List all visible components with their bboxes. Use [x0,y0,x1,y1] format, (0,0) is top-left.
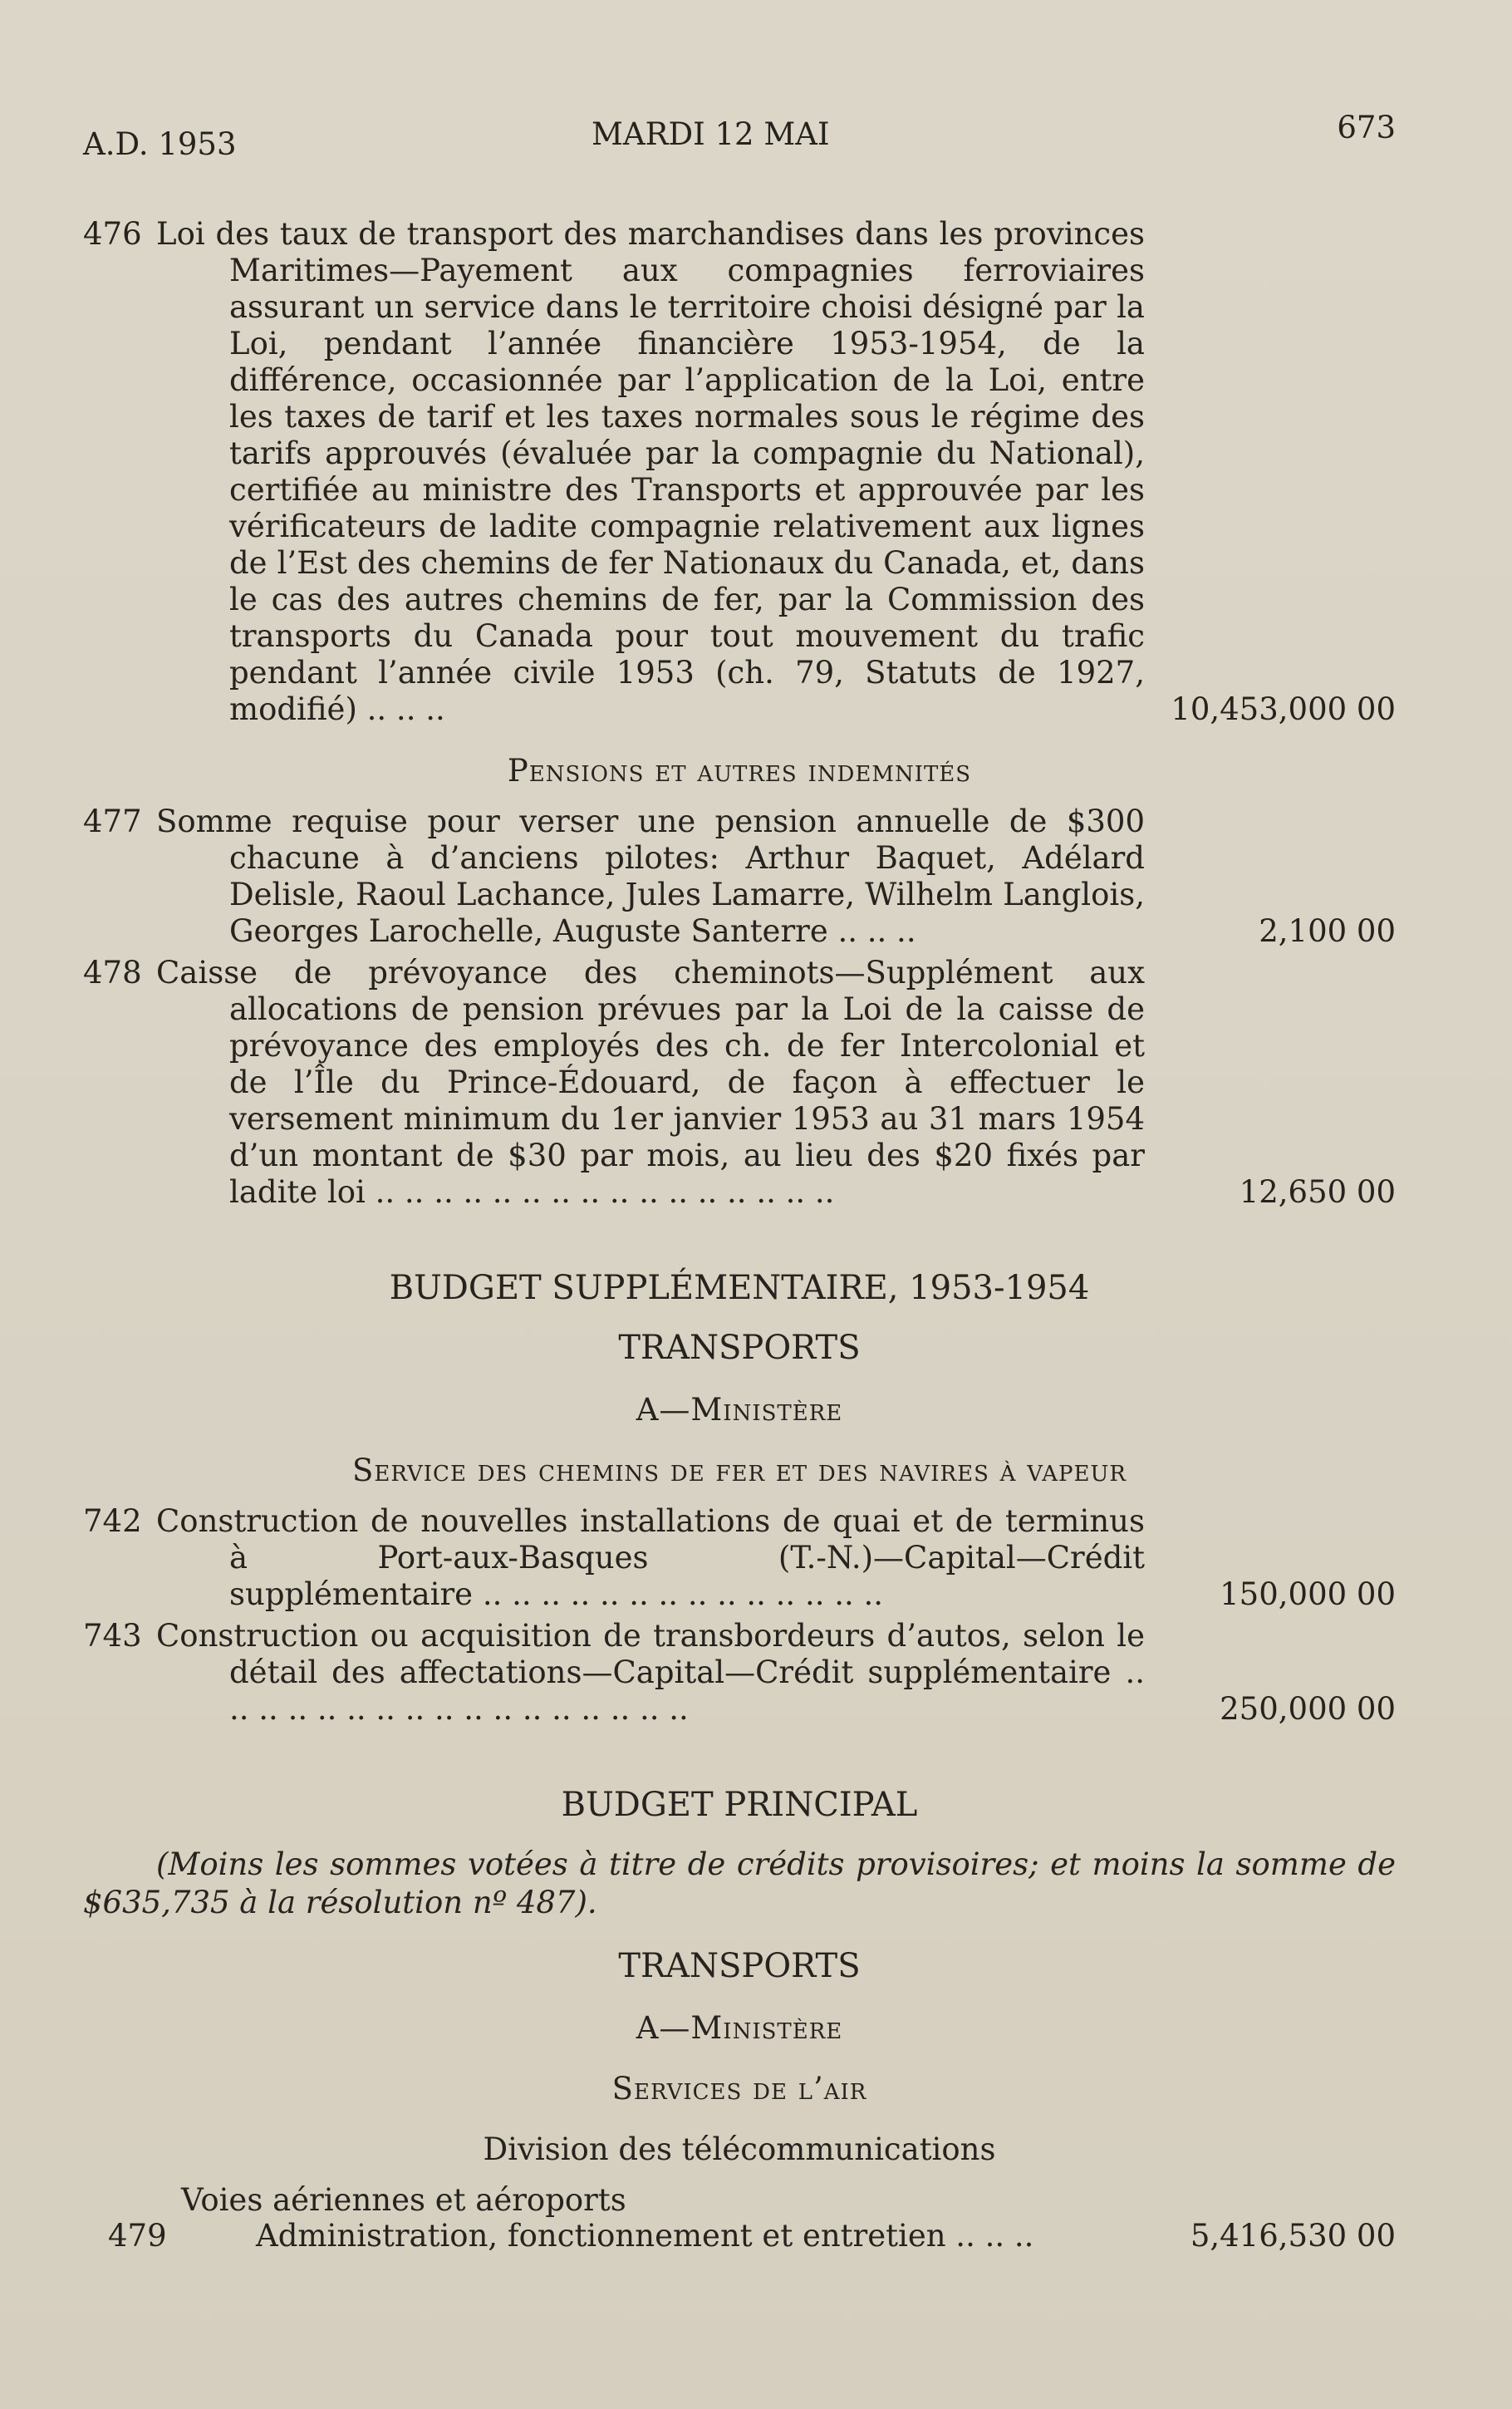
department-heading: TRANSPORTS [618,1329,861,1367]
page-number: 673 [1337,110,1396,145]
division-heading: Division des télécommunications [483,2131,996,2167]
department-heading: TRANSPORTS [618,1947,861,1985]
vote-item-743 [83,1618,1396,1728]
vote-text: Loi des taux de transport des marchandises dans les provinces Maritimes—Payement aux compagnies ferroviaires assurant un service dans le territoire choisi désigné par la Loi, pendant l’année financière 1953-1954, de la différence, occasionnée par l’application de la Loi, entre les taxes de tarif et les taxes normales sous le régime des tarifs approuvés (évaluée par la compagnie du National), certifiée au ministre des Transports et approuvée par les vérificateurs de ladite compagnie relativement aux lignes de l’Est des chemins de fer Nationaux du Canada, et, dans le cas des autres chemins de fer, par la Commission des transports du Canada pour tout mouvement du trafic pendant l’année civile 1953 (ch. 79, Statuts de 1927, modifié) .. .. .. [156,216,1145,727]
vote-amount: 12,650 00 [1239,1174,1396,1210]
supplementary-budget-title: BUDGET SUPPLÉMENTAIRE, 1953-1954 [389,1269,1090,1307]
vote-text: Construction ou acquisition de transbordeurs d’autos, selon le détail des affectations—Capital—Crédit supplémentaire .. .. .. .. .. .. .. .. .. .. .. .. .. .. .. .. .. [156,1618,1145,1727]
vote-number: 743 [83,1618,142,1654]
main-budget-title: BUDGET PRINCIPAL [561,1786,918,1824]
vote-item-477 [83,804,1396,950]
vote-number: 478 [83,955,142,991]
vote-amount: 2,100 00 [1259,913,1396,949]
header-day: MARDI 12 MAI [592,116,830,152]
vote-number: 476 [83,216,142,252]
vote-item-478 [83,955,1396,1211]
vote-item-479 [83,2218,1396,2259]
vote-item-476 [83,216,1396,728]
vote-number: 742 [83,1503,142,1539]
section-heading: A—Ministère [636,2010,843,2046]
page-content [83,216,1396,2259]
vote-amount: 5,416,530 00 [1190,2218,1396,2254]
main-budget-note: (Moins les sommes votées à titre de crédits provisoires; et moins la somme de $635,735 à la résolution nº 487). [83,1846,1396,1920]
vote-text: Caisse de prévoyance des cheminots—Supplément aux allocations de pension prévues par la Loi de la caisse de prévoyance des employés des ch. de fer Intercolonial et de l’Île du Prince-Édouard, de façon à effectuer le versement minimum du 1er janvier 1953 au 31 mars 1954 d’un montant de $30 par mois, au lieu des $20 fixés par ladite loi .. .. .. .. .. .. .. .. .. .. .. .. .. .. .. .. [156,955,1145,1210]
vote-text: Administration, fonctionnement et entretien .. .. .. [256,2218,1034,2254]
vote-number: 479 [108,2218,167,2254]
vote-text: Construction de nouvelles installations de quai et de terminus à Port-aux-Basques (T.-N.)—Capital—Crédit supplémentaire .. .. .. .. .. .. .. .. .. .. .. .. .. .. [156,1503,1145,1612]
vote-amount: 150,000 00 [1220,1576,1396,1612]
vote-text: Somme requise pour verser une pension annuelle de $300 chacune à d’anciens pilotes: Arthur Baquet, Adélard Delisle, Raoul Lachance, Jules Lamarre, Wilhelm Langlois, Georges Larochelle, Auguste Santerre .. .. .. [156,804,1145,949]
vote-item-742 [83,1503,1396,1613]
running-header [83,110,1396,166]
service-heading: Services de l’air [611,2071,867,2107]
vote-number: 477 [83,804,142,839]
section-heading: A—Ministère [636,1392,843,1428]
subheading: Voies aériennes et aéroports [181,2182,626,2218]
service-heading: Service des chemins de fer et des navires à vapeur [352,1453,1127,1488]
vote-amount: 250,000 00 [1220,1691,1396,1727]
pensions-heading: Pensions et autres indemnités [507,753,972,789]
vote-amount: 10,453,000 00 [1171,691,1396,727]
header-date: A.D. 1953 [83,126,237,162]
